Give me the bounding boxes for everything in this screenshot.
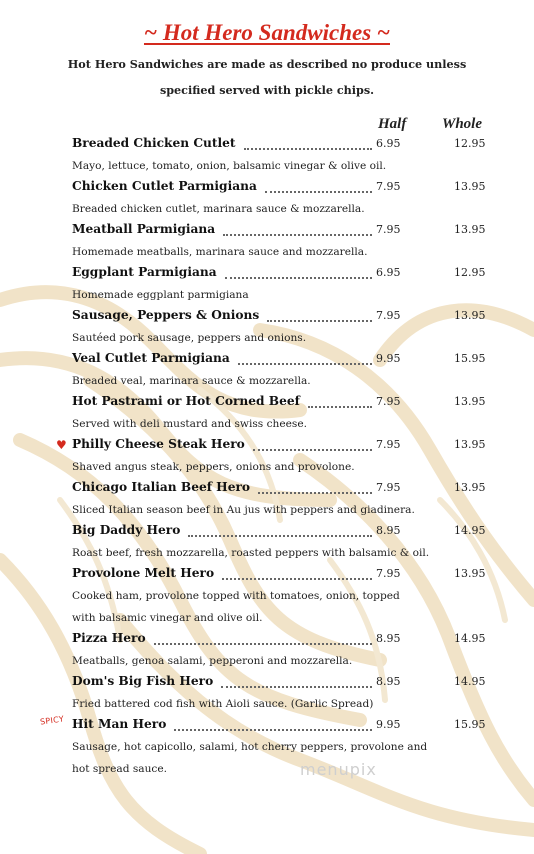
item-description: with balsamic vinegar and olive oil. bbox=[72, 612, 263, 624]
item-name: Chicken Cutlet Parmigiana bbox=[72, 179, 257, 193]
dot-leader bbox=[223, 218, 372, 236]
dot-leader bbox=[265, 175, 372, 193]
half-price: 7.95 bbox=[376, 309, 401, 322]
heart-icon: ♥ bbox=[56, 438, 67, 452]
item-name: Philly Cheese Steak Hero bbox=[72, 437, 245, 451]
item-name: Pizza Hero bbox=[72, 631, 146, 645]
column-header-whole: Whole bbox=[442, 116, 483, 132]
whole-price: 12.95 bbox=[454, 266, 486, 279]
item-description: Sautéed pork sausage, peppers and onions. bbox=[72, 332, 307, 344]
item-description: Mayo, lettuce, tomato, onion, balsamic vinegar & olive oil. bbox=[72, 160, 387, 172]
half-price: 7.95 bbox=[376, 395, 401, 408]
intro-line-1: Hot Hero Sandwiches are made as described no produce unless bbox=[67, 57, 467, 71]
dot-leader bbox=[308, 390, 372, 408]
menu-item-row bbox=[0, 136, 534, 156]
whole-price: 13.95 bbox=[454, 223, 486, 236]
half-price: 8.95 bbox=[376, 675, 401, 688]
item-description: Roast beef, fresh mozzarella, roasted peppers with balsamic & oil. bbox=[72, 547, 430, 559]
item-description: Sausage, hot capicollo, salami, hot cherry peppers, provolone and bbox=[72, 741, 428, 753]
item-name: Eggplant Parmigiana bbox=[72, 265, 217, 279]
menu-item-row bbox=[0, 222, 534, 242]
dot-leader bbox=[258, 476, 372, 494]
whole-price: 15.95 bbox=[454, 352, 486, 365]
item-name: Sausage, Peppers & Onions bbox=[72, 308, 260, 322]
dot-leader bbox=[267, 304, 372, 322]
menu-item-row bbox=[0, 394, 534, 414]
whole-price: 14.95 bbox=[454, 675, 486, 688]
item-name: Big Daddy Hero bbox=[72, 523, 181, 537]
half-price: 7.95 bbox=[376, 481, 401, 494]
item-name: Meatball Parmigiana bbox=[72, 222, 216, 236]
item-description: Meatballs, genoa salami, pepperoni and mozzarella. bbox=[72, 655, 353, 667]
item-name: Veal Cutlet Parmigiana bbox=[72, 351, 230, 365]
menu-item-row bbox=[0, 351, 534, 371]
half-price: 7.95 bbox=[376, 438, 401, 451]
menu-item-row bbox=[0, 480, 534, 500]
spicy-label: SPICY bbox=[39, 714, 65, 727]
item-name: Dom's Big Fish Hero bbox=[72, 674, 214, 688]
item-name: Hit Man Hero bbox=[72, 717, 167, 731]
menu-item-row bbox=[0, 523, 534, 543]
whole-price: 14.95 bbox=[454, 524, 486, 537]
column-header-half: Half bbox=[378, 116, 407, 132]
half-price: 7.95 bbox=[376, 567, 401, 580]
half-price: 7.95 bbox=[376, 223, 401, 236]
item-description: Fried battered cod fish with Aioli sauce. (Garlic Spread) bbox=[72, 698, 374, 710]
item-description: Breaded chicken cutlet, marinara sauce & mozzarella. bbox=[72, 203, 365, 215]
item-description: hot spread sauce. bbox=[72, 763, 167, 775]
half-price: 6.95 bbox=[376, 137, 401, 150]
item-description: Shaved angus steak, peppers, onions and provolone. bbox=[72, 461, 355, 473]
menu-item-row bbox=[0, 179, 534, 199]
item-description: Homemade eggplant parmigiana bbox=[72, 289, 249, 301]
menu-item-row bbox=[0, 631, 534, 651]
half-price: 9.95 bbox=[376, 718, 401, 731]
half-price: 6.95 bbox=[376, 266, 401, 279]
item-description: Homemade meatballs, marinara sauce and mozzarella. bbox=[72, 246, 368, 258]
half-price: 8.95 bbox=[376, 632, 401, 645]
dot-leader bbox=[238, 347, 372, 365]
whole-price: 13.95 bbox=[454, 481, 486, 494]
half-price: 9.95 bbox=[376, 352, 401, 365]
dot-leader bbox=[174, 713, 372, 731]
intro-line-2: specified served with pickle chips. bbox=[159, 83, 375, 97]
dot-leader bbox=[188, 519, 372, 537]
whole-price: 13.95 bbox=[454, 180, 486, 193]
whole-price: 14.95 bbox=[454, 632, 486, 645]
item-name: Breaded Chicken Cutlet bbox=[72, 136, 236, 150]
dot-leader bbox=[225, 261, 372, 279]
item-description: Served with deli mustard and swiss cheese. bbox=[72, 418, 307, 430]
menu-item-row bbox=[0, 566, 534, 586]
item-name: Chicago Italian Beef Hero bbox=[72, 480, 251, 494]
whole-price: 12.95 bbox=[454, 137, 486, 150]
dot-leader bbox=[253, 433, 372, 451]
menu-item-row bbox=[0, 308, 534, 328]
item-description: Breaded veal, marinara sauce & mozzarella. bbox=[72, 375, 311, 387]
menupix-watermark: menupix bbox=[300, 760, 377, 779]
dot-leader bbox=[154, 627, 372, 645]
half-price: 8.95 bbox=[376, 524, 401, 537]
item-name: Hot Pastrami or Hot Corned Beef bbox=[72, 394, 300, 408]
dot-leader bbox=[221, 670, 372, 688]
item-name: Provolone Melt Hero bbox=[72, 566, 215, 580]
whole-price: 15.95 bbox=[454, 718, 486, 731]
menu-title: ~ Hot Hero Sandwiches ~ bbox=[143, 20, 390, 45]
whole-price: 13.95 bbox=[454, 309, 486, 322]
whole-price: 13.95 bbox=[454, 567, 486, 580]
menu-item-row bbox=[0, 674, 534, 694]
item-description: Sliced Italian season beef in Au jus with peppers and giadinera. bbox=[72, 504, 415, 516]
whole-price: 13.95 bbox=[454, 438, 486, 451]
item-description: Cooked ham, provolone topped with tomatoes, onion, topped bbox=[72, 590, 400, 602]
whole-price: 13.95 bbox=[454, 395, 486, 408]
menu-item-row bbox=[0, 265, 534, 285]
half-price: 7.95 bbox=[376, 180, 401, 193]
menu-item-row bbox=[0, 437, 534, 457]
dot-leader bbox=[222, 562, 372, 580]
dot-leader bbox=[244, 132, 372, 150]
menu-item-row bbox=[0, 714, 534, 737]
